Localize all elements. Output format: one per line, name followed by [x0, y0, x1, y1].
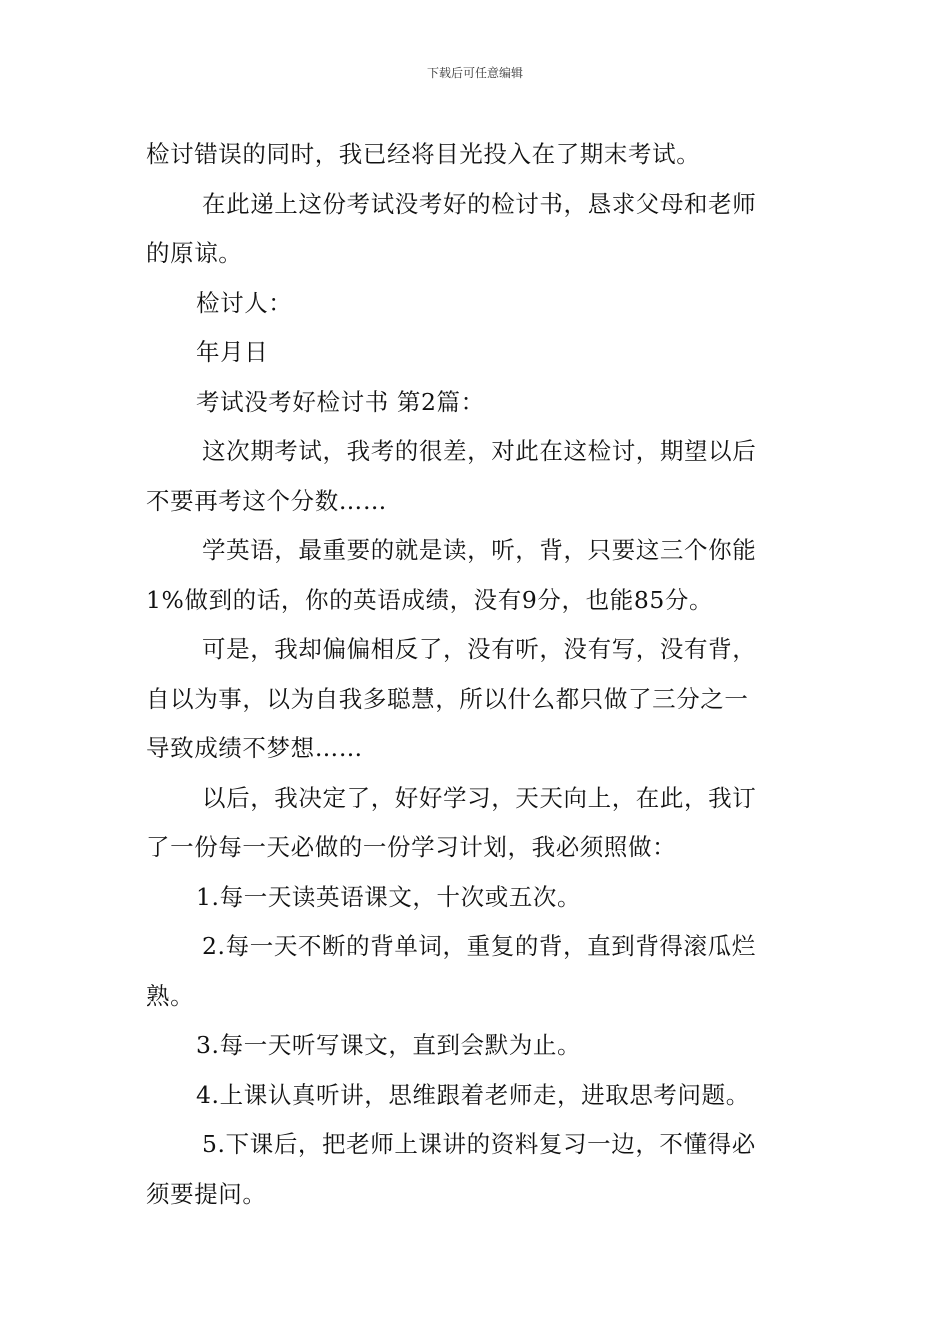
- signature-label: 检讨人：: [196, 288, 293, 317]
- text-line: 检讨错误的同时，我已经将目光投入在了期末考试。: [146, 140, 701, 168]
- section-title: 考试没考好检讨书 第2篇：: [196, 387, 485, 416]
- text-line: 的原谅。: [146, 239, 243, 267]
- text-line: 1%做到的话，你的英语成绩，没有9分，也能85分。: [146, 585, 714, 614]
- text-line: 学英语，最重要的就是读，听，背，只要这三个你能: [202, 536, 757, 564]
- plan-item: 3.每一天听写课文，直到会默为止。: [196, 1031, 582, 1059]
- text-line: 了一份每一天必做的一份学习计划，我必须照做：: [146, 833, 677, 861]
- plan-item: 4.上课认真听讲，思维跟着老师走，进取思考问题。: [196, 1080, 750, 1109]
- plan-item: 5.下课后，把老师上课讲的资料复习一边，不懂得必: [202, 1130, 756, 1158]
- text-line: 这次期考试，我考的很差，对此在这检讨，期望以后: [202, 437, 757, 465]
- text-line: 熟。: [146, 981, 195, 1010]
- text-line: 在此递上这份考试没考好的检讨书，恳求父母和老师: [202, 189, 757, 218]
- text-line: 须要提问。: [146, 1179, 267, 1208]
- document-body: [146, 130, 806, 1219]
- plan-item: 2.每一天不断的背单词，重复的背，直到背得滚瓜烂: [202, 932, 756, 960]
- text-line: 导致成绩不梦想……: [146, 734, 363, 762]
- page-header: 下载后可任意编辑: [426, 66, 523, 80]
- text-line: 不要再考这个分数……: [146, 486, 387, 515]
- text-line: 可是，我却偏偏相反了，没有听，没有写，没有背，: [202, 635, 757, 663]
- text-line: 以后，我决定了，好好学习，天天向上，在此，我订: [202, 783, 757, 812]
- date-label: 年月日: [196, 338, 269, 366]
- text-line: 自以为事，以为自我多聪慧，所以什么都只做了三分之一: [146, 684, 749, 713]
- plan-item: 1.每一天读英语课文，十次或五次。: [196, 882, 582, 911]
